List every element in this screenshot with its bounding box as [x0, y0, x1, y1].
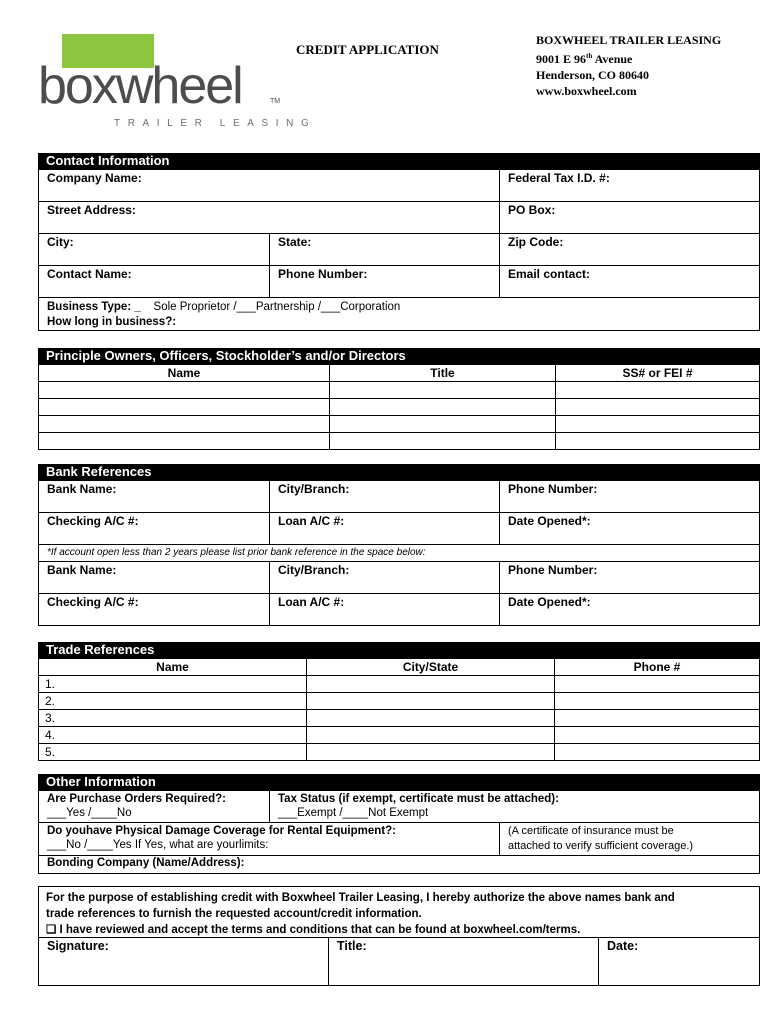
table-row[interactable]: 4. — [39, 727, 760, 744]
bank-phone-field[interactable]: Phone Number: — [508, 482, 598, 496]
prior-checking-field[interactable]: Checking A/C #: — [39, 594, 270, 625]
checking-field[interactable]: Checking A/C #: — [39, 513, 270, 544]
table-row[interactable] — [39, 399, 760, 416]
date-opened-field[interactable]: Date Opened*: — [508, 514, 591, 528]
owners-col-title: Title — [330, 365, 556, 382]
table-row[interactable]: 5. — [39, 744, 760, 761]
table-row[interactable]: 3. — [39, 710, 760, 727]
logo-tagline: TRAILER LEASING — [114, 118, 317, 129]
table-row[interactable] — [39, 382, 760, 399]
how-long-field[interactable]: How long in business?: — [47, 316, 177, 328]
email-field[interactable]: Email contact: — [508, 267, 591, 281]
state-field[interactable]: State: — [270, 234, 500, 265]
trade-col-city-state: City/State — [307, 659, 555, 676]
prior-bank-name-field[interactable]: Bank Name: — [39, 562, 270, 593]
logo-tm: TM — [270, 98, 281, 105]
bonding-company-field[interactable]: Bonding Company (Name/Address): — [47, 857, 245, 869]
business-type-field[interactable]: Business Type: _ Sole Proprietor /___Partnership /___Corporation — [47, 301, 401, 313]
company-web: www.boxwheel.com — [536, 84, 637, 98]
checkbox-icon[interactable]: ❑ — [46, 924, 57, 936]
contact-section-heading: Contact Information — [38, 153, 760, 169]
table-row[interactable] — [39, 416, 760, 433]
signature-field[interactable]: Signature: — [39, 938, 329, 985]
contact-info-box — [38, 169, 760, 331]
zip-field[interactable]: Zip Code: — [508, 235, 564, 249]
bank-name-field[interactable]: Bank Name: — [39, 481, 270, 512]
po-required-field[interactable]: Are Purchase Orders Required?: ___Yes /____No — [39, 791, 270, 822]
title-field[interactable]: Title: — [329, 938, 599, 985]
bank-section-heading: Bank References — [38, 464, 760, 480]
trade-col-phone: Phone # — [555, 659, 760, 676]
company-street: 9001 E 96th Avenue — [536, 52, 633, 66]
company-name: BOXWHEEL TRAILER LEASING — [536, 33, 722, 47]
phone-field[interactable]: Phone Number: — [270, 266, 500, 297]
date-field[interactable]: Date: — [607, 939, 639, 953]
trade-table — [38, 658, 760, 761]
owners-col-name: Name — [39, 365, 330, 382]
damage-coverage-field[interactable]: Do youhave Physical Damage Coverage for Rental Equipment?: ___No /____Yes If Yes, what are yourlimits: — [39, 823, 500, 855]
contact-name-field[interactable]: Contact Name: — [39, 266, 270, 297]
city-field[interactable]: City: — [39, 234, 270, 265]
owners-table — [38, 364, 760, 450]
logo-wordmark: boxwheel — [38, 57, 242, 115]
loan-field[interactable]: Loan A/C #: — [270, 513, 500, 544]
bank-references-box — [38, 480, 760, 626]
table-row[interactable]: 1. — [39, 676, 760, 693]
company-address-block — [536, 32, 721, 99]
other-info-box — [38, 790, 760, 874]
city-branch-field[interactable]: City/Branch: — [270, 481, 500, 512]
po-box-field[interactable]: PO Box: — [508, 203, 556, 217]
prior-bank-phone-field[interactable]: Phone Number: — [508, 563, 598, 577]
company-name-field[interactable]: Company Name: — [39, 170, 500, 201]
prior-loan-field[interactable]: Loan A/C #: — [270, 594, 500, 625]
street-address-field[interactable]: Street Address: — [39, 202, 500, 233]
tax-status-field[interactable]: Tax Status (if exempt, certificate must be attached): ___Exempt /____Not Exempt — [278, 793, 559, 819]
tax-id-field[interactable]: Federal Tax I.D. #: — [508, 171, 610, 185]
other-section-heading: Other Information — [38, 774, 760, 790]
trade-section-heading: Trade References — [38, 642, 760, 658]
company-city: Henderson, CO 80640 — [536, 68, 650, 82]
authorization-text: For the purpose of establishing credit with Boxwheel Trailer Leasing, I hereby authorize the above names bank and trade references to furnish the requested account/credit information. ❑ I have reviewed and accept the terms and conditions that can be found at boxwheel.com/terms. — [39, 887, 759, 937]
owners-col-ssn: SS# or FEI # — [556, 365, 760, 382]
terms-line[interactable]: ❑ I have reviewed and accept the terms and conditions that can be found at boxwheel.com/terms. — [46, 924, 581, 936]
document-title: CREDIT APPLICATION — [296, 42, 439, 57]
authorization-box — [38, 886, 760, 986]
prior-date-opened-field[interactable]: Date Opened*: — [508, 595, 591, 609]
boxwheel-logo — [38, 34, 317, 134]
table-row[interactable] — [39, 433, 760, 450]
insurance-certificate-note: (A certificate of insurance must be attached to verify sufficient coverage.) — [508, 825, 694, 852]
prior-city-branch-field[interactable]: City/Branch: — [270, 562, 500, 593]
trade-col-name: Name — [39, 659, 307, 676]
bank-note: *If account open less than 2 years please list prior bank reference in the space below: — [47, 547, 426, 558]
table-row[interactable]: 2. — [39, 693, 760, 710]
owners-section-heading: Principle Owners, Officers, Stockholder’s and/or Directors — [38, 348, 760, 364]
